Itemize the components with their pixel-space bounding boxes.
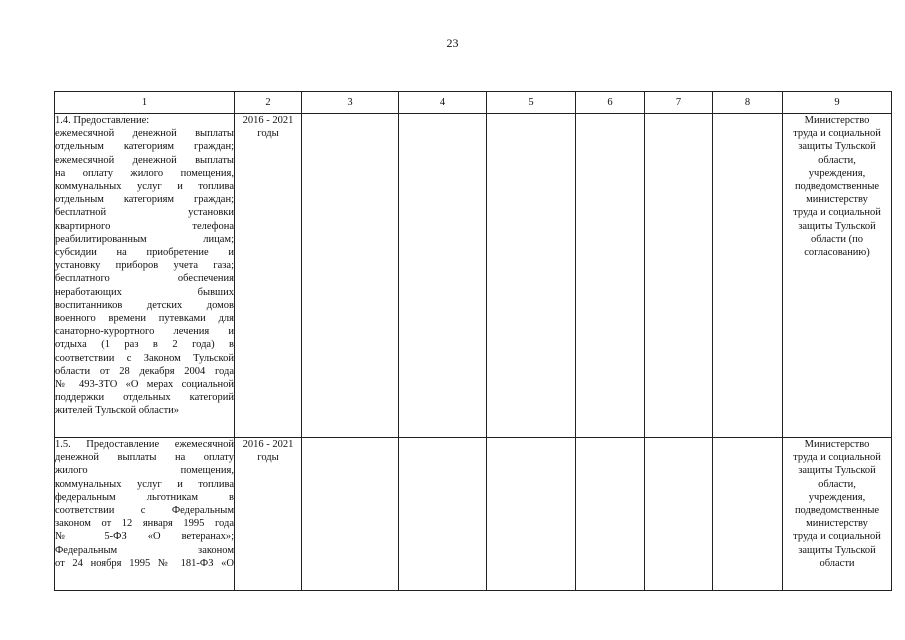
column-header-4: 4 <box>399 92 487 114</box>
text-line: области <box>819 557 855 569</box>
page-number: 23 <box>446 36 459 50</box>
text-line: Министерство <box>804 439 870 450</box>
text-line: реабилитированным лицам; <box>55 233 234 245</box>
text-line: области (по <box>810 233 864 245</box>
empty-cell <box>487 114 576 438</box>
text-line: труда и социальной <box>793 128 881 140</box>
period-years: 2016 - 2021 <box>242 115 294 126</box>
text-line: области, <box>818 478 856 490</box>
text-line: № 5-ФЗ «О ветеранах»; <box>55 531 234 543</box>
period-unit: годы <box>257 452 279 464</box>
text-line: отдыха (1 раз в 2 года) в <box>55 339 234 351</box>
column-header-6: 6 <box>576 92 645 114</box>
header-row <box>55 92 892 114</box>
text-line: учреждения, <box>808 491 866 503</box>
responsible-executor <box>783 114 892 438</box>
measure-description <box>55 438 235 591</box>
text-line: Министерство <box>804 115 870 126</box>
text-line: от 24 ноября 1995 № 181-ФЗ «О <box>55 557 234 569</box>
text-line: ежемесячной денежной выплаты <box>55 154 234 166</box>
text-line: отдельным категориям граждан; <box>55 194 234 206</box>
column-header-8: 8 <box>713 92 783 114</box>
text-line: министерству <box>806 194 868 206</box>
text-line: военного времени путевками для <box>55 313 234 325</box>
empty-cell <box>576 114 645 438</box>
text-line: учреждения, <box>808 167 866 179</box>
implementation-period <box>235 114 302 438</box>
table-row <box>55 438 892 591</box>
implementation-period <box>235 438 302 591</box>
column-header-2: 2 <box>235 92 302 114</box>
column-header-9: 9 <box>783 92 892 114</box>
text-line: воспитанников детских домов <box>55 299 234 311</box>
text-line: бесплатной установки <box>55 207 234 219</box>
text-line: № 493-ЗТО «О мерах социальной <box>55 379 234 391</box>
text-line: установку приборов учета газа; <box>55 260 234 272</box>
text-line: жителей Тульской области» <box>55 405 180 417</box>
text-line: санаторно-курортного лечения и <box>55 326 234 338</box>
text-line: 1.5. Предоставление ежемесячной <box>55 439 234 450</box>
text-line: законом от 12 января 1995 года <box>55 518 234 530</box>
text-line: коммунальных услуг и топлива <box>55 181 234 193</box>
text-line: жилого помещения, <box>55 465 234 477</box>
text-line: подведомственные <box>794 181 880 193</box>
period-unit: годы <box>257 128 279 140</box>
period-years: 2016 - 2021 <box>242 439 294 450</box>
text-line: министерству <box>806 518 868 530</box>
text-line: области, <box>818 154 856 166</box>
text-line: соответствии с Законом Тульской <box>55 352 234 364</box>
text-line: федеральным льготникам в <box>55 491 234 503</box>
empty-cell <box>645 114 713 438</box>
empty-cell <box>713 438 783 591</box>
empty-cell <box>302 114 399 438</box>
empty-cell <box>399 114 487 438</box>
empty-cell <box>399 438 487 591</box>
text-line: труда и социальной <box>793 452 881 464</box>
empty-cell <box>302 438 399 591</box>
text-line: ежемесячной денежной выплаты <box>55 128 234 140</box>
text-line: отдельным категориям граждан; <box>55 141 234 153</box>
empty-cell <box>645 438 713 591</box>
table-row <box>55 114 892 438</box>
text-line: денежной выплаты на оплату <box>55 452 234 464</box>
column-header-3: 3 <box>302 92 399 114</box>
text-line: 1.4. Предоставление: <box>55 115 150 126</box>
text-line: защиты Тульской <box>798 141 876 153</box>
text-line: соответствии с Федеральным <box>55 505 234 517</box>
text-line: Федеральным законом <box>55 544 234 556</box>
measures-table <box>54 91 892 591</box>
column-header-1: 1 <box>55 92 235 114</box>
text-line: защиты Тульской <box>798 544 876 556</box>
text-line: бесплатного обеспечения <box>55 273 234 285</box>
empty-cell <box>713 114 783 438</box>
column-header-7: 7 <box>645 92 713 114</box>
text-line: неработающих бывших <box>55 286 234 298</box>
measure-description <box>55 114 235 438</box>
empty-cell <box>576 438 645 591</box>
empty-cell <box>487 438 576 591</box>
responsible-executor <box>783 438 892 591</box>
text-line: защиты Тульской <box>798 220 876 232</box>
text-line: коммунальных услуг и топлива <box>55 478 234 490</box>
column-header-5: 5 <box>487 92 576 114</box>
text-line: труда и социальной <box>793 531 881 543</box>
text-line: области от 28 декабря 2004 года <box>55 365 234 377</box>
text-line: на оплату жилого помещения, <box>55 167 234 179</box>
text-line: согласованию) <box>804 247 870 259</box>
text-line: подведомственные <box>794 505 880 517</box>
text-line: поддержки отдельных категорий <box>55 392 234 404</box>
text-line: субсидии на приобретение и <box>55 247 234 259</box>
text-line: защиты Тульской <box>798 465 876 477</box>
text-line: квартирного телефона <box>55 220 234 232</box>
text-line: труда и социальной <box>793 207 881 219</box>
